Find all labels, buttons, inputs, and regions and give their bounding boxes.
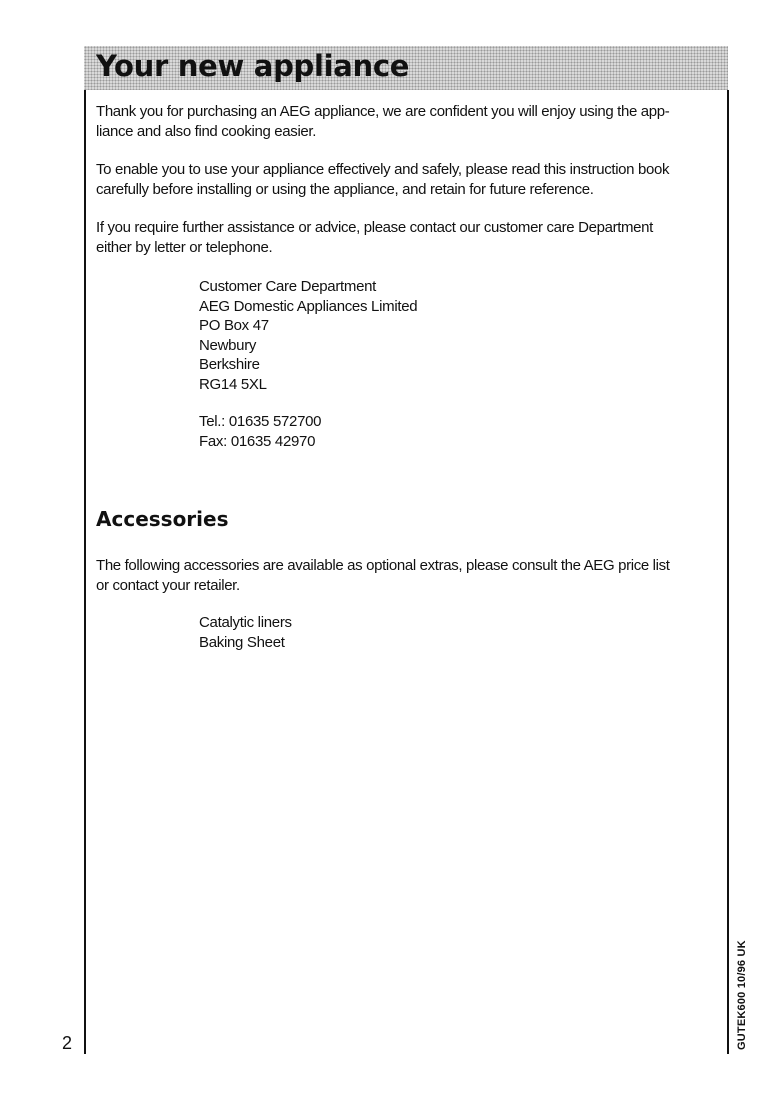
right-margin-rule <box>727 90 729 1054</box>
intro-paragraph-line: If you require further assistance or advice, please contact our customer care Department <box>96 219 653 236</box>
telephone-number: Tel.: 01635 572700 <box>199 413 322 430</box>
address-line: Customer Care Department <box>199 278 377 295</box>
document-code: GUTEK600 10/96 UK <box>736 940 748 1050</box>
address-line: RG14 5XL <box>199 375 267 393</box>
intro-paragraph-line: To enable you to use your appliance effectively and safely, please read this instruction book <box>96 161 670 178</box>
intro-paragraph-thanks <box>96 102 718 142</box>
accessories-intro-line: The following accessories are available as optional extras, please consult the AEG price list <box>96 557 670 574</box>
contact-address <box>199 277 417 394</box>
accessories-intro <box>96 556 718 596</box>
intro-paragraph-usage <box>96 160 718 200</box>
address-line: AEG Domestic Appliances Limited <box>199 297 418 315</box>
address-line: PO Box 47 <box>199 317 269 334</box>
accessories-list <box>199 613 292 652</box>
intro-paragraph-line: carefully before installing or using the appliance, and retain for future reference. <box>96 181 594 198</box>
address-line: Berkshire <box>199 356 260 373</box>
page-title: Your new appliance <box>96 49 410 83</box>
intro-paragraph-assistance <box>96 218 718 258</box>
accessories-heading: Accessories <box>96 507 229 531</box>
intro-paragraph-line: liance and also find cooking easier. <box>96 123 317 140</box>
accessory-item: Catalytic liners <box>199 614 292 631</box>
intro-paragraph-line: Thank you for purchasing an AEG appliance, we are confident you will enjoy using the app- <box>96 103 670 120</box>
accessory-item: Baking Sheet <box>199 633 285 651</box>
left-margin-rule <box>84 90 86 1054</box>
contact-phone-fax <box>199 412 321 451</box>
fax-number: Fax: 01635 42970 <box>199 432 316 450</box>
page-number: 2 <box>62 1033 73 1053</box>
intro-paragraph-line: either by letter or telephone. <box>96 239 273 256</box>
address-line: Newbury <box>199 336 257 354</box>
accessories-intro-line: or contact your retailer. <box>96 577 240 594</box>
